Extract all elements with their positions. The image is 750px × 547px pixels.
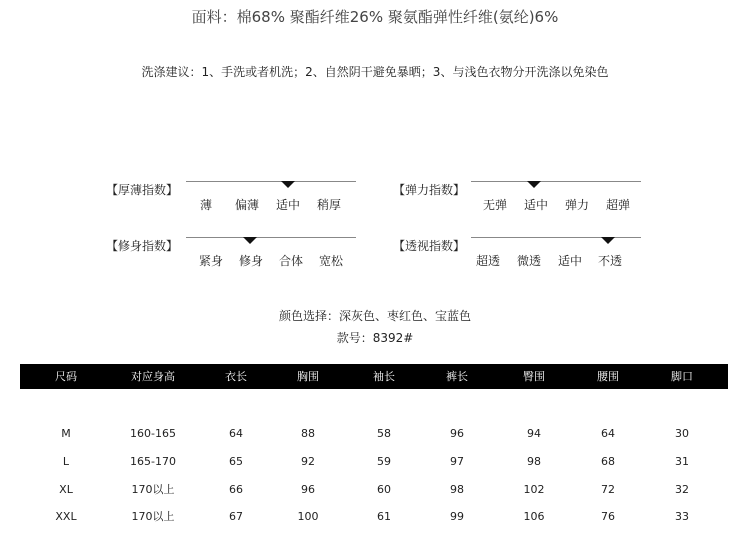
table-cell: XL	[59, 483, 73, 496]
table-cell: 33	[675, 510, 689, 523]
table-cell: 106	[523, 510, 545, 523]
table-cell: 94	[527, 427, 541, 440]
transparency-index-marker-icon	[601, 237, 615, 244]
washing-instructions: 洗涤建议：1、手洗或者机洗；2、自然阴干避免暴晒；3、与浅色衣物分开洗涤以免染色	[141, 65, 609, 79]
table-cell: 68	[601, 455, 615, 468]
elasticity-index-label: 【弹力指数】	[393, 183, 466, 197]
table-cell: XXL	[55, 510, 77, 523]
elasticity-index-line	[471, 181, 641, 182]
elasticity-index	[393, 181, 653, 221]
table-row	[20, 424, 728, 444]
fit-index	[106, 237, 366, 277]
table-cell: 98	[450, 483, 464, 496]
table-cell: 66	[229, 483, 243, 496]
table-cell: 96	[450, 427, 464, 440]
table-row	[20, 480, 728, 500]
table-cell: 76	[601, 510, 615, 523]
table-cell: 88	[301, 427, 315, 440]
table-cell: 92	[301, 455, 315, 468]
table-cell: 60	[377, 483, 391, 496]
table-cell: M	[61, 427, 71, 440]
table-row	[20, 507, 728, 527]
table-cell: 65	[229, 455, 243, 468]
table-cell: 97	[450, 455, 464, 468]
transparency-index	[393, 237, 653, 277]
thickness-option-slightly-thin: 偏薄	[234, 198, 260, 212]
fit-index-label: 【修身指数】	[106, 239, 179, 253]
table-cell: 31	[675, 455, 689, 468]
table-cell: 64	[229, 427, 243, 440]
thickness-index-label: 【厚薄指数】	[106, 183, 179, 197]
transparency-option-slightly-sheer: 微透	[516, 254, 542, 268]
table-cell: 102	[523, 483, 545, 496]
table-cell: 170以上	[131, 510, 175, 523]
fit-index-line	[186, 237, 356, 238]
table-cell: 32	[675, 483, 689, 496]
table-cell: 58	[377, 427, 391, 440]
transparency-option-very-sheer: 超透	[475, 254, 501, 268]
style-number: 款号：8392#	[336, 331, 414, 345]
table-cell: 165-170	[130, 455, 176, 468]
elasticity-option-super: 超弹	[605, 198, 631, 212]
table-cell: 64	[601, 427, 615, 440]
elasticity-option-medium: 适中	[523, 198, 549, 212]
transparency-index-label: 【透视指数】	[393, 239, 466, 253]
table-cell: 67	[229, 510, 243, 523]
thickness-index-marker-icon	[281, 181, 295, 188]
table-row	[20, 452, 728, 472]
size-table-header	[20, 364, 728, 389]
elasticity-index-marker-icon	[527, 181, 541, 188]
table-cell: 170以上	[131, 483, 175, 496]
table-cell: 100	[297, 510, 319, 523]
fit-option-slim: 修身	[238, 254, 264, 268]
table-cell: 98	[527, 455, 541, 468]
header-leg-opening: 脚口	[671, 370, 693, 383]
table-cell: 30	[675, 427, 689, 440]
table-cell: 61	[377, 510, 391, 523]
fabric-composition: 面料：棉68% 聚酯纤维26% 聚氨酯弹性纤维(氨纶)6%	[191, 8, 559, 26]
thickness-option-thin: 薄	[199, 198, 213, 212]
color-options: 颜色选择：深灰色、枣红色、宝蓝色	[278, 309, 471, 323]
elasticity-option-elastic: 弹力	[564, 198, 590, 212]
header-length: 衣长	[225, 370, 247, 383]
transparency-index-line	[471, 237, 641, 238]
header-waist: 腰围	[597, 370, 619, 383]
thickness-index	[106, 181, 366, 221]
table-cell: 72	[601, 483, 615, 496]
header-chest: 胸围	[297, 370, 319, 383]
fit-option-regular: 合体	[278, 254, 304, 268]
thickness-option-slightly-thick: 稍厚	[316, 198, 342, 212]
table-cell: 59	[377, 455, 391, 468]
transparency-option-opaque: 不透	[597, 254, 623, 268]
header-height: 对应身高	[131, 370, 175, 383]
thickness-index-line	[186, 181, 356, 182]
header-size: 尺码	[55, 370, 77, 383]
fit-option-loose: 宽松	[318, 254, 344, 268]
transparency-option-medium: 适中	[557, 254, 583, 268]
elasticity-option-none: 无弹	[482, 198, 508, 212]
table-cell: 160-165	[130, 427, 176, 440]
header-sleeve: 袖长	[373, 370, 395, 383]
table-cell: 96	[301, 483, 315, 496]
table-cell: 99	[450, 510, 464, 523]
thickness-option-medium: 适中	[275, 198, 301, 212]
fit-index-marker-icon	[243, 237, 257, 244]
fit-option-tight: 紧身	[198, 254, 224, 268]
header-pants-length: 裤长	[446, 370, 468, 383]
size-table	[20, 364, 728, 523]
table-cell: L	[62, 455, 70, 468]
header-hip: 臀围	[523, 370, 545, 383]
